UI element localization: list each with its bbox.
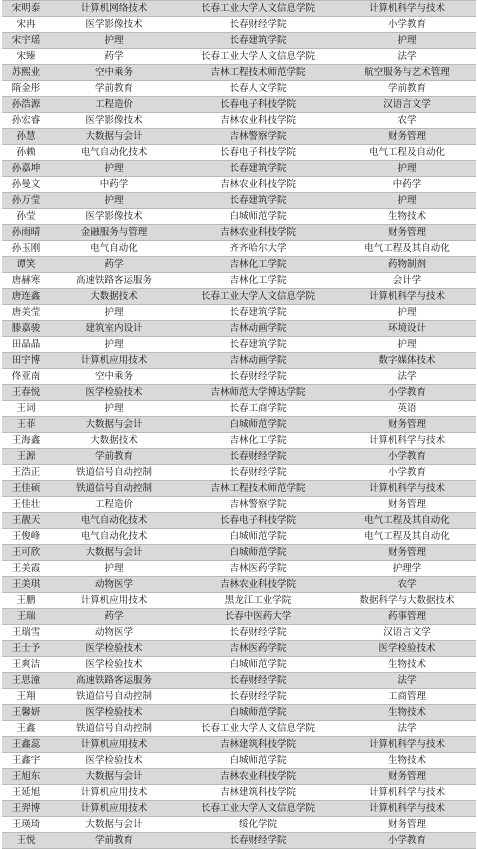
table-row: [2, 497, 476, 513]
admitted-school-cell: 长春工业大学人文信息学院: [178, 289, 338, 305]
admitted-major-cell: 生物技术: [338, 657, 476, 673]
admitted-major-cell: 计算机科学与技术: [338, 737, 476, 753]
admitted-major-cell: 医学检验技术: [338, 641, 476, 657]
original-major-cell: 护理: [50, 401, 178, 417]
table-row: [2, 65, 476, 81]
table-row: [2, 1, 476, 17]
admitted-school-cell: 长春财经学院: [178, 833, 338, 849]
table-row: [2, 145, 476, 161]
table-row: [2, 129, 476, 145]
student-name-cell: 孙万莹: [2, 193, 50, 209]
table-row: [2, 353, 476, 369]
original-major-cell: 电气自动化技术: [50, 513, 178, 529]
student-name-cell: 王翔: [2, 689, 50, 705]
student-name-cell: 宋宇瑶: [2, 33, 50, 49]
table-row: [2, 273, 476, 289]
student-name-cell: 王靓天: [2, 513, 50, 529]
admitted-school-cell: 吉林农业科技学院: [178, 225, 338, 241]
original-major-cell: 电气自动化: [50, 241, 178, 257]
admitted-major-cell: 计算机科学与技术: [338, 289, 476, 305]
table-row: [2, 577, 476, 593]
admitted-major-cell: 法学: [338, 49, 476, 65]
student-name-cell: 苏熙业: [2, 65, 50, 81]
table-row: [2, 161, 476, 177]
original-major-cell: 高速铁路客运服务: [50, 673, 178, 689]
table-row: [2, 33, 476, 49]
student-name-cell: 唐美莹: [2, 305, 50, 321]
table-row: [2, 529, 476, 545]
table-row: [2, 721, 476, 737]
admitted-major-cell: 护理: [338, 337, 476, 353]
admitted-school-cell: 吉林化工学院: [178, 433, 338, 449]
admitted-major-cell: 航空服务与艺术管理: [338, 65, 476, 81]
original-major-cell: 高速铁路客运服务: [50, 273, 178, 289]
original-major-cell: 铁道信号自动控制: [50, 721, 178, 737]
table-row: [2, 241, 476, 257]
original-major-cell: 动物医学: [50, 577, 178, 593]
student-name-cell: 王鑫宇: [2, 753, 50, 769]
table-row: [2, 113, 476, 129]
student-name-cell: 田宇博: [2, 353, 50, 369]
original-major-cell: 金融服务与管理: [50, 225, 178, 241]
original-major-cell: 铁道信号自动控制: [50, 481, 178, 497]
admitted-major-cell: 法学: [338, 369, 476, 385]
original-major-cell: 护理: [50, 561, 178, 577]
table-row: [2, 97, 476, 113]
admitted-school-cell: 吉林警察学院: [178, 497, 338, 513]
original-major-cell: 电气自动化技术: [50, 529, 178, 545]
table-row: [2, 481, 476, 497]
admitted-major-cell: 法学: [338, 673, 476, 689]
admitted-major-cell: 小学教育: [338, 17, 476, 33]
table-row: [2, 289, 476, 305]
admitted-major-cell: 计算机科学与技术: [338, 801, 476, 817]
table-row: [2, 769, 476, 785]
admitted-major-cell: 护理学: [338, 561, 476, 577]
original-major-cell: 空中乘务: [50, 65, 178, 81]
admitted-school-cell: 吉林农业科技学院: [178, 769, 338, 785]
table-row: [2, 833, 476, 849]
admitted-major-cell: 中药学: [338, 177, 476, 193]
admitted-school-cell: 白城师范学院: [178, 529, 338, 545]
admitted-school-cell: 吉林医药学院: [178, 641, 338, 657]
admitted-major-cell: 财务管理: [338, 545, 476, 561]
admitted-major-cell: 电气工程及自动化: [338, 145, 476, 161]
table-row: [2, 193, 476, 209]
table-row: [2, 513, 476, 529]
admitted-school-cell: 吉林工程技术师范学院: [178, 65, 338, 81]
student-name-cell: 宋臻: [2, 49, 50, 65]
table-row: [2, 177, 476, 193]
student-name-cell: 王美琪: [2, 577, 50, 593]
table-row: [2, 817, 476, 833]
admitted-major-cell: 财务管理: [338, 417, 476, 433]
original-major-cell: 电气自动化技术: [50, 145, 178, 161]
original-major-cell: 大数据技术: [50, 289, 178, 305]
admitted-school-cell: 绥化学院: [178, 817, 338, 833]
student-name-cell: 孙嘉坤: [2, 161, 50, 177]
admitted-major-cell: 电气工程及其自动化: [338, 529, 476, 545]
original-major-cell: 大数据与会计: [50, 769, 178, 785]
admitted-major-cell: 农学: [338, 577, 476, 593]
table-row: [2, 625, 476, 641]
original-major-cell: 药学: [50, 257, 178, 273]
original-major-cell: 医学检验技术: [50, 385, 178, 401]
student-name-cell: 王鑫: [2, 721, 50, 737]
table-row: [2, 225, 476, 241]
original-major-cell: 大数据与会计: [50, 817, 178, 833]
original-major-cell: 学前教育: [50, 81, 178, 97]
admitted-school-cell: 吉林警察学院: [178, 129, 338, 145]
table-row: [2, 689, 476, 705]
original-major-cell: 大数据与会计: [50, 545, 178, 561]
admitted-school-cell: 吉林农业科技学院: [178, 577, 338, 593]
admitted-school-cell: 长春电子科技学院: [178, 97, 338, 113]
student-name-cell: 王佳硕: [2, 481, 50, 497]
original-major-cell: 医学影像技术: [50, 113, 178, 129]
admitted-major-cell: 护理: [338, 193, 476, 209]
table-row: [2, 449, 476, 465]
admitted-major-cell: 工商管理: [338, 689, 476, 705]
admitted-school-cell: 吉林建筑科技学院: [178, 737, 338, 753]
table-row: [2, 465, 476, 481]
admitted-major-cell: 财务管理: [338, 225, 476, 241]
admitted-major-cell: 数字媒体技术: [338, 353, 476, 369]
student-name-cell: 孙浩源: [2, 97, 50, 113]
original-major-cell: 大数据与会计: [50, 417, 178, 433]
table-row: [2, 417, 476, 433]
admitted-school-cell: 长春财经学院: [178, 369, 338, 385]
student-name-cell: 王馨妍: [2, 705, 50, 721]
admitted-school-cell: 长春工业大学人文信息学院: [178, 721, 338, 737]
admitted-school-cell: 长春电子科技学院: [178, 513, 338, 529]
original-major-cell: 护理: [50, 161, 178, 177]
table-row: [2, 433, 476, 449]
admitted-school-cell: 长春财经学院: [178, 673, 338, 689]
table-row: [2, 753, 476, 769]
original-major-cell: 医学检验技术: [50, 753, 178, 769]
admitted-school-cell: 长春财经学院: [178, 625, 338, 641]
original-major-cell: 医学检验技术: [50, 657, 178, 673]
original-major-cell: 建筑室内设计: [50, 321, 178, 337]
table-row: [2, 609, 476, 625]
student-name-cell: 王悦: [2, 833, 50, 849]
admitted-school-cell: 白城师范学院: [178, 417, 338, 433]
admitted-major-cell: 计算机科学与技术: [338, 481, 476, 497]
admission-table-body: [2, 1, 476, 849]
student-name-cell: 王瑞: [2, 609, 50, 625]
table-row: [2, 81, 476, 97]
admitted-major-cell: 财务管理: [338, 817, 476, 833]
admitted-school-cell: 吉林化工学院: [178, 257, 338, 273]
student-name-cell: 谭笑: [2, 257, 50, 273]
original-major-cell: 中药学: [50, 177, 178, 193]
admitted-school-cell: 长春财经学院: [178, 449, 338, 465]
admitted-major-cell: 汉语言文学: [338, 97, 476, 113]
admitted-school-cell: 吉林医药学院: [178, 561, 338, 577]
student-name-cell: 王瑞雪: [2, 625, 50, 641]
admitted-major-cell: 生物技术: [338, 753, 476, 769]
original-major-cell: 计算机应用技术: [50, 593, 178, 609]
admitted-major-cell: 农学: [338, 113, 476, 129]
original-major-cell: 大数据与会计: [50, 129, 178, 145]
original-major-cell: 医学检验技术: [50, 641, 178, 657]
admitted-major-cell: 财务管理: [338, 129, 476, 145]
admitted-school-cell: 长春工业大学人文信息学院: [178, 801, 338, 817]
table-row: [2, 673, 476, 689]
original-major-cell: 护理: [50, 193, 178, 209]
student-name-cell: 田晶晶: [2, 337, 50, 353]
admitted-major-cell: 生物技术: [338, 209, 476, 225]
table-row: [2, 321, 476, 337]
admitted-school-cell: 长春建筑学院: [178, 305, 338, 321]
original-major-cell: 工程造价: [50, 97, 178, 113]
admitted-school-cell: 长春工商学院: [178, 401, 338, 417]
original-major-cell: 空中乘务: [50, 369, 178, 385]
student-name-cell: 王可欣: [2, 545, 50, 561]
original-major-cell: 学前教育: [50, 833, 178, 849]
table-row: [2, 785, 476, 801]
admitted-major-cell: 护理: [338, 33, 476, 49]
student-name-cell: 王源: [2, 449, 50, 465]
original-major-cell: 药学: [50, 609, 178, 625]
admitted-school-cell: 白城师范学院: [178, 209, 338, 225]
admitted-school-cell: 长春建筑学院: [178, 193, 338, 209]
student-name-cell: 王春悦: [2, 385, 50, 401]
original-major-cell: 药学: [50, 49, 178, 65]
admitted-school-cell: 长春工业大学人文信息学院: [178, 1, 338, 17]
table-row: [2, 737, 476, 753]
table-row: [2, 17, 476, 33]
original-major-cell: 计算机应用技术: [50, 737, 178, 753]
student-name-cell: 孙玉刚: [2, 241, 50, 257]
student-name-cell: 王爽洁: [2, 657, 50, 673]
admitted-major-cell: 财务管理: [338, 497, 476, 513]
admitted-major-cell: 护理: [338, 305, 476, 321]
student-name-cell: 孙赖: [2, 145, 50, 161]
admitted-major-cell: 电气工程及其自动化: [338, 241, 476, 257]
table-row: [2, 49, 476, 65]
student-name-cell: 王鹏: [2, 593, 50, 609]
admitted-major-cell: 护理: [338, 161, 476, 177]
admitted-school-cell: 白城师范学院: [178, 753, 338, 769]
admitted-school-cell: 齐齐哈尔大学: [178, 241, 338, 257]
student-name-cell: 孙慧: [2, 129, 50, 145]
admitted-school-cell: 吉林动画学院: [178, 353, 338, 369]
student-name-cell: 王旭东: [2, 769, 50, 785]
table-row: [2, 401, 476, 417]
original-major-cell: 医学影像技术: [50, 209, 178, 225]
admitted-school-cell: 吉林农业科技学院: [178, 177, 338, 193]
admitted-major-cell: 英语: [338, 401, 476, 417]
admitted-major-cell: 数据科学与大数据技术: [338, 593, 476, 609]
admitted-school-cell: 长春中医药大学: [178, 609, 338, 625]
table-row: [2, 209, 476, 225]
admitted-school-cell: 长春工业大学人文信息学院: [178, 49, 338, 65]
student-name-cell: 王菲: [2, 417, 50, 433]
original-major-cell: 铁道信号自动控制: [50, 689, 178, 705]
student-name-cell: 唐赫寒: [2, 273, 50, 289]
student-name-cell: 王鑫蕊: [2, 737, 50, 753]
table-row: [2, 657, 476, 673]
original-major-cell: 铁道信号自动控制: [50, 465, 178, 481]
table-row: [2, 593, 476, 609]
admitted-school-cell: 长春财经学院: [178, 17, 338, 33]
student-name-cell: 宋明泰: [2, 1, 50, 17]
table-row: [2, 561, 476, 577]
admitted-major-cell: 汉语言文学: [338, 625, 476, 641]
student-name-cell: 孙曼文: [2, 177, 50, 193]
admitted-major-cell: 小学教育: [338, 465, 476, 481]
student-name-cell: 王词: [2, 401, 50, 417]
original-major-cell: 计算机应用技术: [50, 801, 178, 817]
original-major-cell: 医学影像技术: [50, 17, 178, 33]
student-name-cell: 王俊峰: [2, 529, 50, 545]
admitted-major-cell: 生物技术: [338, 705, 476, 721]
admitted-major-cell: 财务管理: [338, 769, 476, 785]
admitted-school-cell: 长春建筑学院: [178, 33, 338, 49]
admitted-school-cell: 吉林动画学院: [178, 321, 338, 337]
original-major-cell: 工程造价: [50, 497, 178, 513]
admitted-school-cell: 白城师范学院: [178, 705, 338, 721]
admitted-school-cell: 吉林工程技术师范学院: [178, 481, 338, 497]
admitted-major-cell: 药事管理: [338, 609, 476, 625]
student-name-cell: 王思潼: [2, 673, 50, 689]
admitted-major-cell: 计算机科学与技术: [338, 1, 476, 17]
admission-table: [2, 0, 476, 849]
admitted-major-cell: 小学教育: [338, 449, 476, 465]
student-name-cell: 滕嘉骏: [2, 321, 50, 337]
admitted-school-cell: 长春建筑学院: [178, 161, 338, 177]
admitted-school-cell: 白城师范学院: [178, 545, 338, 561]
admitted-school-cell: 吉林化工学院: [178, 273, 338, 289]
admitted-school-cell: 长春电子科技学院: [178, 145, 338, 161]
table-row: [2, 337, 476, 353]
admitted-major-cell: 法学: [338, 721, 476, 737]
original-major-cell: 学前教育: [50, 449, 178, 465]
table-row: [2, 257, 476, 273]
admitted-school-cell: 长春财经学院: [178, 465, 338, 481]
table-row: [2, 305, 476, 321]
table-row: [2, 801, 476, 817]
admitted-major-cell: 学前教育: [338, 81, 476, 97]
original-major-cell: 大数据技术: [50, 433, 178, 449]
admitted-major-cell: 电气工程及其自动化: [338, 513, 476, 529]
student-name-cell: 王浩正: [2, 465, 50, 481]
student-name-cell: 隋金彤: [2, 81, 50, 97]
table-row: [2, 641, 476, 657]
original-major-cell: 护理: [50, 305, 178, 321]
original-major-cell: 护理: [50, 33, 178, 49]
admitted-major-cell: 计算机科学与技术: [338, 785, 476, 801]
admitted-major-cell: 计算机科学与技术: [338, 433, 476, 449]
student-name-cell: 宋冉: [2, 17, 50, 33]
student-name-cell: 王美霞: [2, 561, 50, 577]
student-name-cell: 王士予: [2, 641, 50, 657]
student-name-cell: 佟亚南: [2, 369, 50, 385]
admitted-school-cell: 长春建筑学院: [178, 337, 338, 353]
student-name-cell: 王佳壮: [2, 497, 50, 513]
student-name-cell: 孙宏睿: [2, 113, 50, 129]
admitted-major-cell: 会计学: [338, 273, 476, 289]
table-row: [2, 705, 476, 721]
original-major-cell: 计算机应用技术: [50, 785, 178, 801]
student-name-cell: 孙莹: [2, 209, 50, 225]
admitted-major-cell: 小学教育: [338, 833, 476, 849]
admitted-school-cell: 长春人文学院: [178, 81, 338, 97]
original-major-cell: 计算机应用技术: [50, 353, 178, 369]
admitted-school-cell: 吉林农业科技学院: [178, 113, 338, 129]
admitted-school-cell: 白城师范学院: [178, 657, 338, 673]
student-name-cell: 唐连鑫: [2, 289, 50, 305]
original-major-cell: 动物医学: [50, 625, 178, 641]
admitted-major-cell: 药物制剂: [338, 257, 476, 273]
original-major-cell: 计算机网络技术: [50, 1, 178, 17]
table-row: [2, 385, 476, 401]
student-name-cell: 王延旭: [2, 785, 50, 801]
table-row: [2, 545, 476, 561]
table-row: [2, 369, 476, 385]
admitted-school-cell: 吉林建筑科技学院: [178, 785, 338, 801]
original-major-cell: 医学检验技术: [50, 705, 178, 721]
admitted-major-cell: 小学教育: [338, 385, 476, 401]
original-major-cell: 护理: [50, 337, 178, 353]
student-name-cell: 王瑛琦: [2, 817, 50, 833]
admitted-school-cell: 吉林师范大学博达学院: [178, 385, 338, 401]
admitted-school-cell: 黑龙江工业学院: [178, 593, 338, 609]
admitted-school-cell: 长春财经学院: [178, 689, 338, 705]
student-name-cell: 王海鑫: [2, 433, 50, 449]
student-name-cell: 王羿博: [2, 801, 50, 817]
admitted-major-cell: 环境设计: [338, 321, 476, 337]
student-name-cell: 孙雨晴: [2, 225, 50, 241]
